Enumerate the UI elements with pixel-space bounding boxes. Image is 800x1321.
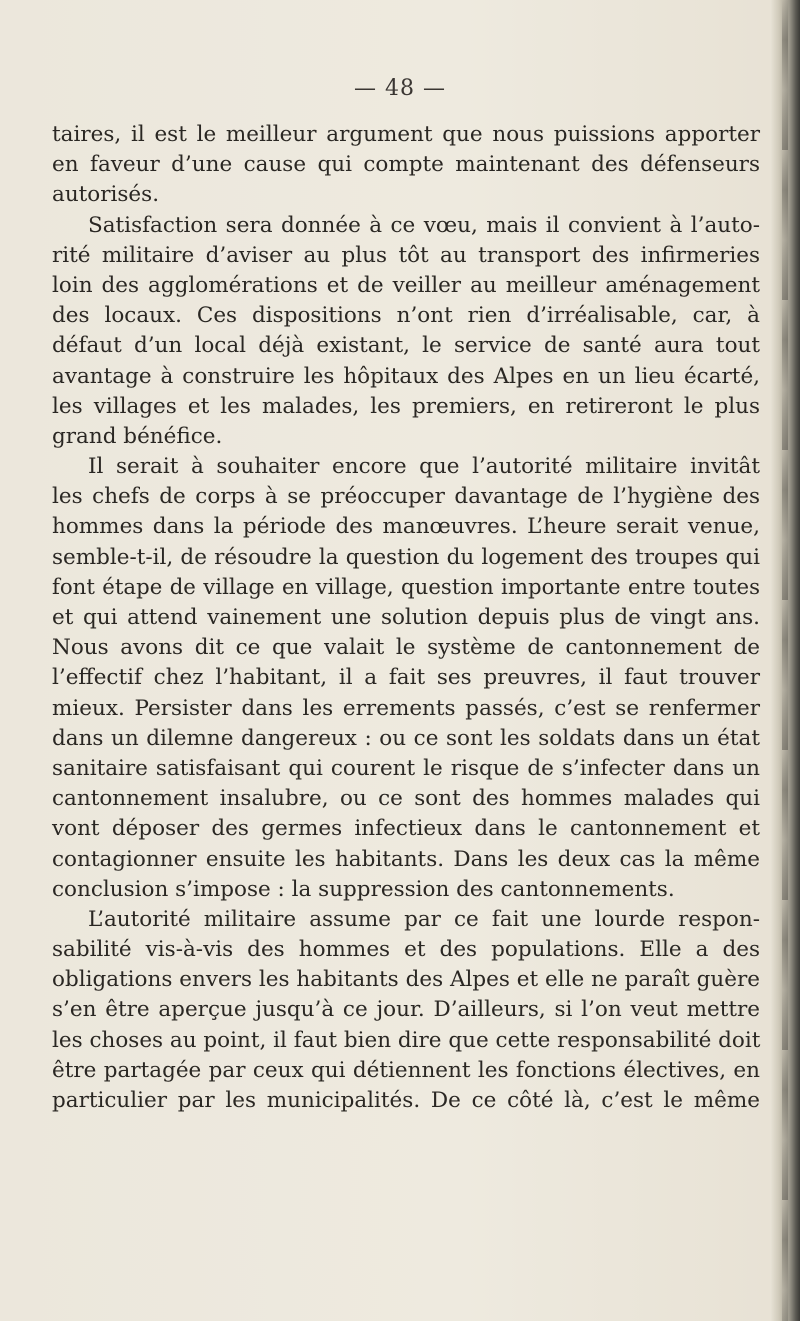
text-line: avantage à construire les hôpitaux des Alpes en un lieu écarté, [52,363,760,389]
body-text [52,120,760,1116]
text-line: conclusion s’impose : la suppression des cantonnements. [52,876,675,902]
text-line: en faveur d’une cause qui compte maintenant des défenseurs [52,152,760,178]
text-line: rité militaire d’aviser au plus tôt au transport des infirmeries [52,242,760,268]
text-line: sanitaire satisfaisant qui courent le risque de s’infecter dans un [52,755,760,781]
text-line: être partagée par ceux qui détiennent les fonctions électives, en [52,1057,760,1083]
text-line: Il serait à souhaiter encore que l’autorité militaire invitât [88,454,760,480]
text-line: L’autorité militaire assume par ce fait une lourde respon- [88,906,760,932]
text-line: contagionner ensuite les habitants. Dans les deux cas la même [52,846,760,872]
text-line: les villages et les malades, les premiers, en retireront le plus [52,393,760,419]
text-line: les chefs de corps à se préoccuper davantage de l’hygiène des [52,484,760,510]
text-line: les choses au point, il faut bien dire que cette responsabilité doit [52,1027,761,1053]
text-line: l’effectif chez l’habitant, il a fait ses preuvres, il faut trouver [52,665,760,691]
text-line: Satisfaction sera donnée à ce vœu, mais il convient à l’auto- [88,212,760,238]
text-line: s’en être aperçue jusqu’à ce jour. D’ailleurs, si l’on veut mettre [52,997,760,1023]
text-line: font étape de village en village, question importante entre toutes [52,574,760,600]
text-line: mieux. Persister dans les errements passés, c’est se renfermer [52,695,760,721]
text-line: Nous avons dit ce que valait le système de cantonnement de [52,635,760,661]
text-line: défaut d’un local déjà existant, le service de santé aura tout [52,333,760,359]
text-line: loin des agglomérations et de veiller au meilleur aménagement [52,272,760,298]
text-line: autorisés. [52,182,160,208]
text-line: cantonnement insalubre, ou ce sont des hommes malades qui [52,786,760,812]
text-line: hommes dans la période des manœuvres. L’heure serait venue, [52,514,760,540]
page-number: — 48 — [354,76,446,101]
text-line: sabilité vis-à-vis des hommes et des populations. Elle a des [52,937,760,963]
text-line: des locaux. Ces dispositions n’ont rien d’irréalisable, car, à [52,303,760,329]
text-line: et qui attend vainement une solution depuis plus de vingt ans. [52,605,760,630]
text-line: particulier par les municipalités. De ce côté là, c’est le même [52,1088,760,1113]
text-line: vont déposer des germes infectieux dans le cantonnement et [52,816,760,842]
text-line: taires, il est le meilleur argument que nous puissions apporter [52,122,760,147]
text-line: dans un dilemne dangereux : ou ce sont les soldats dans un état [52,725,760,751]
page-edge-stripe [782,0,788,1321]
text-line: semble-t-il, de résoudre la question du logement des troupes qui [52,544,760,570]
text-line: obligations envers les habitants des Alpes et elle ne paraît guère [52,967,760,993]
text-line: grand bénéfice. [52,423,223,449]
